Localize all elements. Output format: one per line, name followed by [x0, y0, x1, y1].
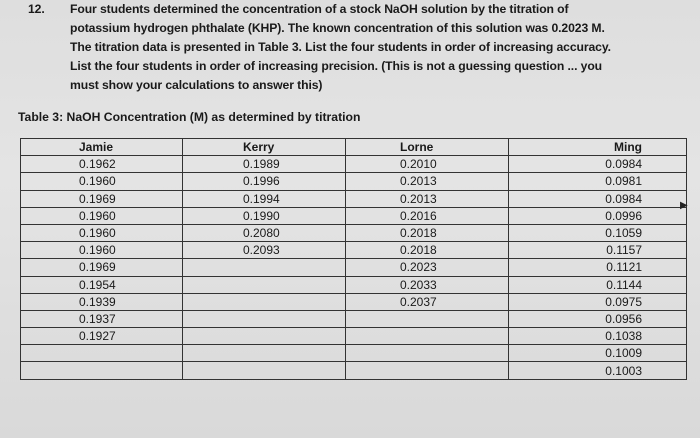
cell-lorne	[346, 310, 509, 327]
cursor-arrow-icon: ▶	[680, 200, 688, 211]
cell-kerry	[183, 328, 346, 345]
cell-lorne: 0.2018	[346, 242, 509, 259]
cell-jamie: 0.1960	[21, 207, 183, 224]
cell-kerry: 0.1990	[183, 207, 346, 224]
cell-ming: 0.1144	[509, 276, 687, 293]
cell-ming: 0.0956	[509, 310, 687, 327]
cell-ming: 0.0975	[509, 293, 687, 310]
cell-lorne: 0.2013	[346, 173, 509, 190]
cell-ming: 0.0984	[509, 190, 687, 207]
table-row	[21, 173, 687, 190]
cell-kerry	[183, 362, 346, 379]
table-caption: Table 3: NaOH Concentration (M) as determined by titration	[18, 110, 361, 124]
table-row	[21, 156, 687, 173]
cell-jamie	[21, 362, 183, 379]
cell-ming: 0.1157	[509, 242, 687, 259]
table-row	[21, 362, 687, 379]
cell-jamie: 0.1960	[21, 224, 183, 241]
cell-lorne: 0.2013	[346, 190, 509, 207]
cell-ming: 0.1009	[509, 345, 687, 362]
cell-jamie	[21, 345, 183, 362]
table-row	[21, 242, 687, 259]
question-line-3: The titration data is presented in Table 3. List the four students in order of increasing accuracy.	[70, 40, 611, 54]
table-row	[21, 276, 687, 293]
cell-ming: 0.1121	[509, 259, 687, 276]
question-line-2: potassium hydrogen phthalate (KHP). The known concentration of this solution was 0.2023 M.	[70, 21, 605, 35]
cell-lorne: 0.2010	[346, 156, 509, 173]
cell-ming: 0.0984	[509, 156, 687, 173]
cell-ming: 0.0996	[509, 207, 687, 224]
header-ming: Ming	[509, 139, 687, 156]
cell-lorne	[346, 328, 509, 345]
cell-kerry	[183, 259, 346, 276]
cell-lorne: 0.2023	[346, 259, 509, 276]
cell-lorne	[346, 345, 509, 362]
table-row	[21, 328, 687, 345]
cell-jamie: 0.1937	[21, 310, 183, 327]
cell-ming: 0.1003	[509, 362, 687, 379]
cell-lorne: 0.2016	[346, 207, 509, 224]
table-row	[21, 259, 687, 276]
cell-kerry: 0.1989	[183, 156, 346, 173]
cell-kerry: 0.1996	[183, 173, 346, 190]
header-kerry: Kerry	[183, 139, 346, 156]
cell-kerry: 0.1994	[183, 190, 346, 207]
cell-kerry: 0.2080	[183, 224, 346, 241]
table-header-row	[21, 139, 687, 156]
cell-jamie: 0.1954	[21, 276, 183, 293]
cell-ming: 0.1038	[509, 328, 687, 345]
cell-jamie: 0.1960	[21, 242, 183, 259]
cell-jamie: 0.1960	[21, 173, 183, 190]
cell-jamie: 0.1927	[21, 328, 183, 345]
table-row	[21, 310, 687, 327]
cell-lorne	[346, 362, 509, 379]
header-jamie: Jamie	[21, 139, 183, 156]
titration-table	[20, 138, 687, 380]
cell-ming: 0.1059	[509, 224, 687, 241]
cell-lorne: 0.2033	[346, 276, 509, 293]
table-row	[21, 345, 687, 362]
cell-ming: 0.0981	[509, 173, 687, 190]
table-row	[21, 190, 687, 207]
cell-jamie: 0.1969	[21, 259, 183, 276]
table-row	[21, 224, 687, 241]
cell-jamie: 0.1969	[21, 190, 183, 207]
table-row	[21, 293, 687, 310]
cell-jamie: 0.1962	[21, 156, 183, 173]
header-lorne: Lorne	[346, 139, 509, 156]
table-row	[21, 207, 687, 224]
cell-kerry	[183, 310, 346, 327]
cell-lorne: 0.2037	[346, 293, 509, 310]
cell-kerry	[183, 276, 346, 293]
cell-jamie: 0.1939	[21, 293, 183, 310]
cell-kerry	[183, 345, 346, 362]
question-line-1: Four students determined the concentration of a stock NaOH solution by the titration of	[70, 2, 569, 16]
question-line-4: List the four students in order of increasing precision. (This is not a guessing question ... you	[70, 59, 603, 73]
cell-kerry: 0.2093	[183, 242, 346, 259]
question-number: 12.	[28, 2, 45, 16]
question-line-5: must show your calculations to answer this)	[70, 78, 323, 92]
cell-lorne: 0.2018	[346, 224, 509, 241]
cell-kerry	[183, 293, 346, 310]
